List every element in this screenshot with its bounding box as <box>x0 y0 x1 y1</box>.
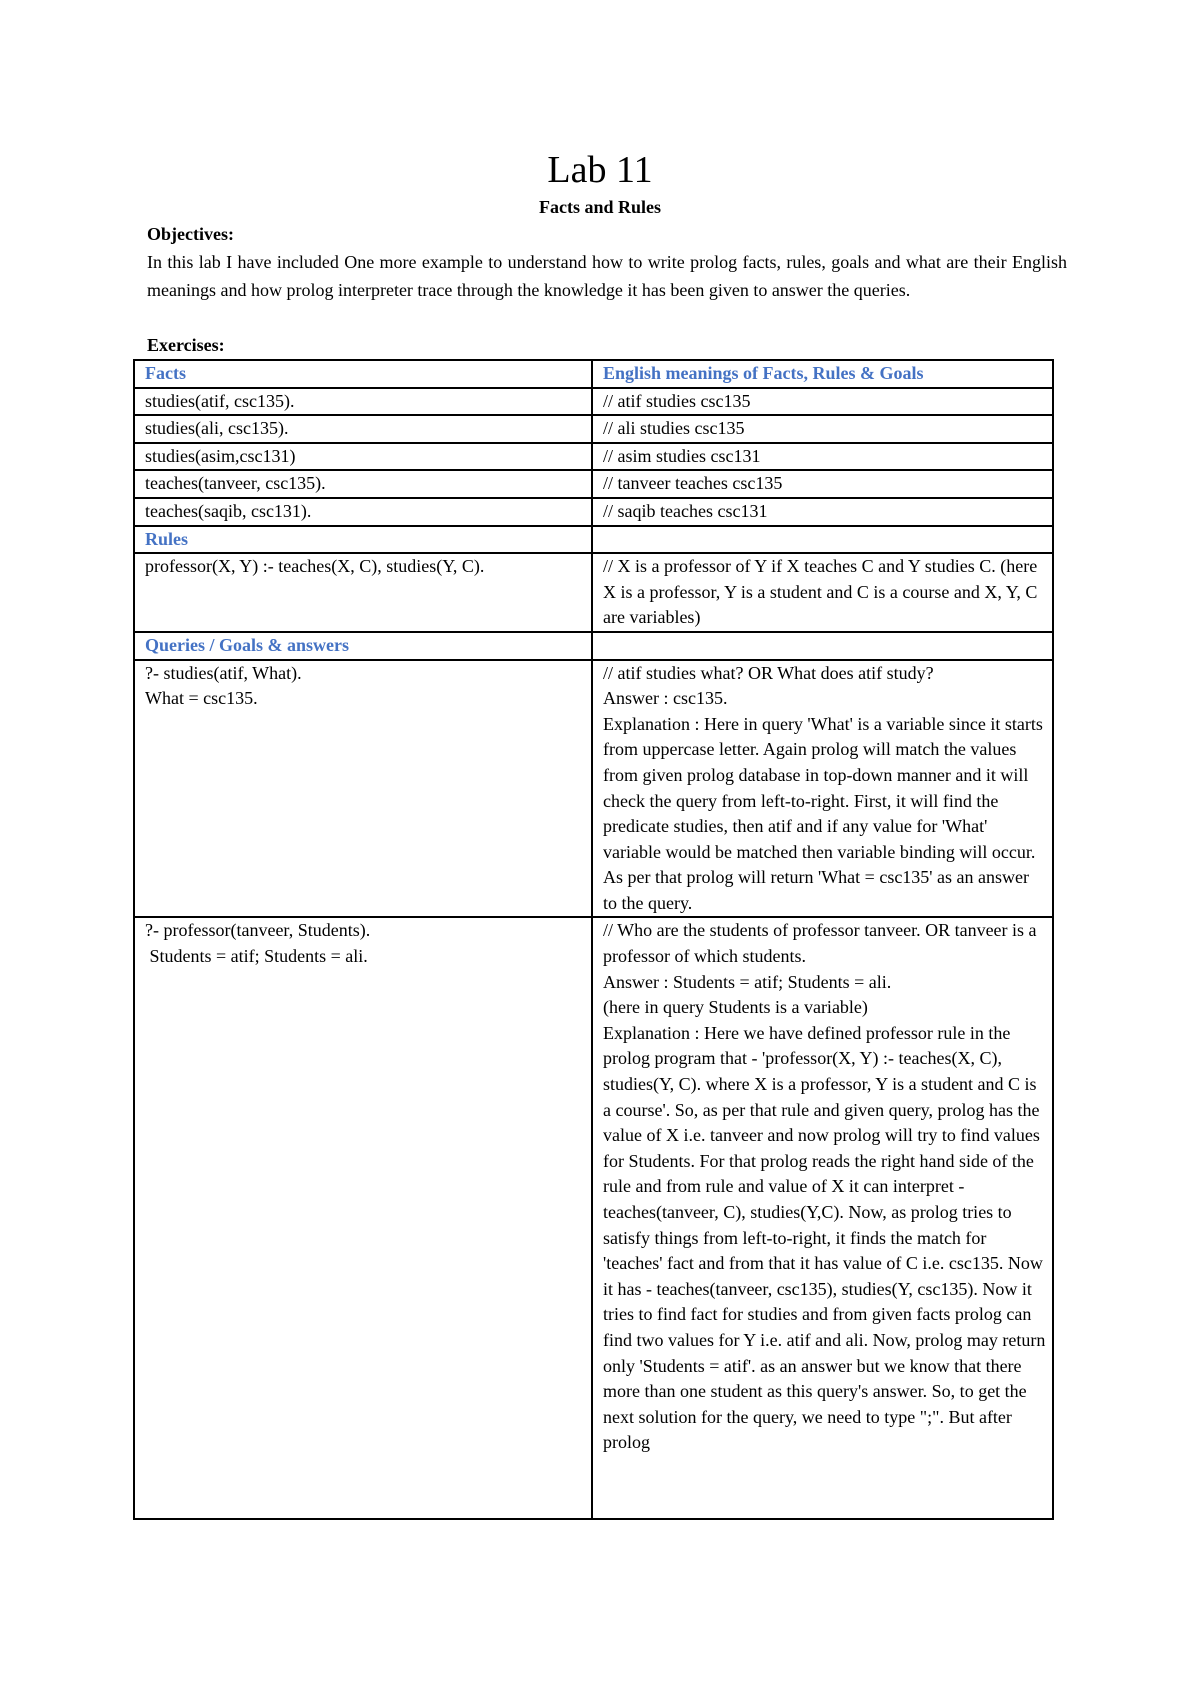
fact-cell: teaches(tanveer, csc135). <box>134 470 592 498</box>
table-row <box>134 415 1053 443</box>
meaning-cell: // asim studies csc131 <box>592 443 1053 471</box>
query-explanation: Explanation : Here we have defined professor rule in the prolog program that - 'professor(X, Y) :- teaches(X, C), studies(Y, C). where X is a professor, Y is a student and C is a course'. So, as per that rule and given query, prolog has the value of X i.e. tanveer and now prolog will try to find values for Students. For that prolog reads the right hand side of the rule and from rule and value of X it can interpret - teaches(tanveer, C), studies(Y,C). Now, as prolog tries to satisfy things from left-to-right, it finds the match for 'teaches' fact and from that it has value of C i.e. csc135. Now it has - teaches(tanveer, csc135), studies(Y, csc135). Now it tries to find fact for studies and from given facts prolog can find two values for Y i.e. atif and ali. Now, prolog may return only 'Students = atif'. as an answer but we know that there more than one student as this query's answer. So, to get the next solution for the query, we need to type ";". But after prolog <box>603 1022 1046 1453</box>
objectives-heading: Objectives: <box>147 224 234 244</box>
meanings-column-header: English meanings of Facts, Rules & Goals <box>592 360 1053 388</box>
query-cell <box>134 917 592 1519</box>
meaning-cell: // ali studies csc135 <box>592 415 1053 443</box>
fact-cell: studies(asim,csc131) <box>134 443 592 471</box>
queries-header-row <box>134 632 1053 660</box>
fact-cell: teaches(saqib, csc131). <box>134 498 592 526</box>
rules-section-header: Rules <box>134 526 592 554</box>
table-row <box>134 388 1053 416</box>
facts-column-header: Facts <box>134 360 592 388</box>
table-row <box>134 498 1053 526</box>
table-header-row <box>134 360 1053 388</box>
meaning-cell: // tanveer teaches csc135 <box>592 470 1053 498</box>
query-note: (here in query Students is a variable) <box>603 997 868 1018</box>
document-subtitle: Facts and Rules <box>538 197 661 217</box>
query-explanation-content <box>603 918 1046 1518</box>
facts-rules-table <box>133 359 1054 1520</box>
queries-section-header: Queries / Goals & answers <box>134 632 592 660</box>
query-text: ?- professor(tanveer, Students). <box>145 920 371 941</box>
query-meaning: // atif studies what? OR What does atif study? <box>603 662 934 683</box>
document-title: Lab 11 <box>547 149 653 191</box>
query-explanation: Explanation : Here in query 'What' is a variable since it starts from uppercase letter. Again prolog will match the values from given prolog database in top-down manner and it will check the query from left-to-right. First, it will find the predicate studies, then atif and if any value for 'What' variable would be matched then variable binding will occur. As per that prolog will return 'What = csc135' as an answer to the query. <box>603 713 1043 913</box>
exercises-heading: Exercises: <box>147 335 225 355</box>
query-result: Students = atif; Students = ali. <box>145 946 368 967</box>
query-text: ?- studies(atif, What). <box>145 662 302 683</box>
query-row <box>134 660 1053 918</box>
query-explanation-cell <box>592 660 1053 918</box>
rule-cell: professor(X, Y) :- teaches(X, C), studies(Y, C). <box>134 553 592 632</box>
table-row <box>134 470 1053 498</box>
query-cell-content <box>145 918 585 1518</box>
query-answer: Answer : csc135. <box>603 688 728 709</box>
query-cell <box>134 660 592 918</box>
empty-cell <box>592 632 1053 660</box>
objectives-paragraph: In this lab I have included One more example to understand how to write prolog facts, rules, goals and what are their English meanings and how prolog interpreter trace through the knowledge it has been given to answer the queries. <box>147 252 1067 300</box>
empty-cell <box>592 526 1053 554</box>
fact-cell: studies(atif, csc135). <box>134 388 592 416</box>
meaning-cell: // saqib teaches csc131 <box>592 498 1053 526</box>
rule-meaning-cell: // X is a professor of Y if X teaches C and Y studies C. (here X is a professor, Y is a student and C is a course and X, Y, C are variables) <box>592 553 1053 632</box>
query-meaning: // Who are the students of professor tanveer. OR tanveer is a professor of which students. <box>603 920 1037 967</box>
meaning-cell: // atif studies csc135 <box>592 388 1053 416</box>
rules-header-row <box>134 526 1053 554</box>
rule-row <box>134 553 1053 632</box>
fact-cell: studies(ali, csc135). <box>134 415 592 443</box>
query-explanation-cell <box>592 917 1053 1519</box>
query-result: What = csc135. <box>145 688 258 709</box>
table-row <box>134 443 1053 471</box>
query-row <box>134 917 1053 1519</box>
query-answer: Answer : Students = atif; Students = ali. <box>603 971 892 992</box>
